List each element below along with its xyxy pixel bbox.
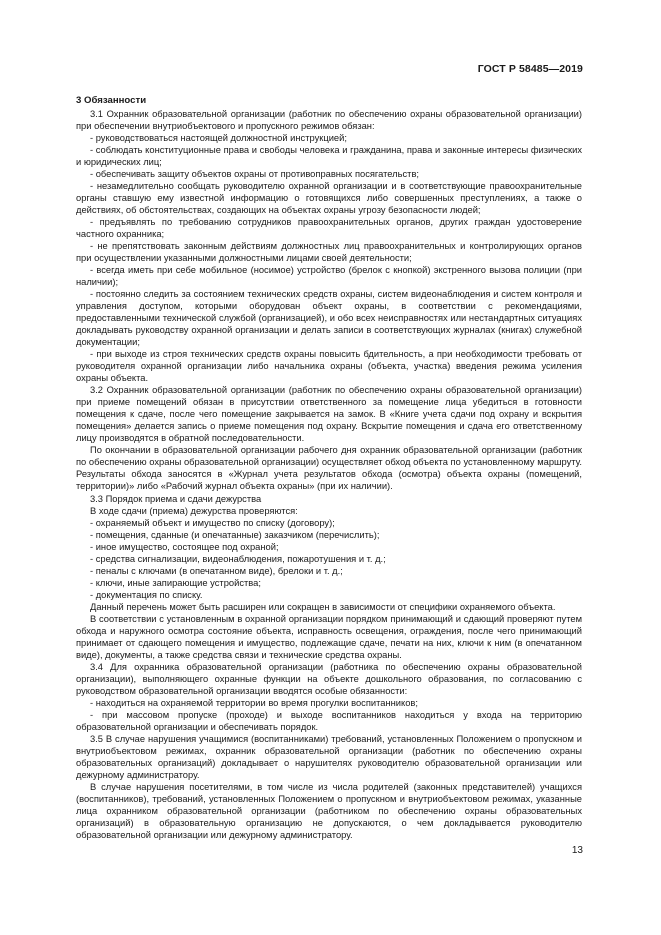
- paragraph: - документация по списку.: [90, 589, 203, 600]
- paragraph: - не препятствовать законным действиям должностных лиц правоохранительных и контролирующих органов при осуществлении указанными должностными лицами своей деятельности;: [76, 241, 582, 264]
- paragraph: 3.2 Охранник образовательной организации (работник по обеспечению охраны образовательной организации) при приеме помещений обязан в присутствии ответственного за помещение лица убедиться в готовности помещения к сдаче, после чего помещение закрывается на замок. В «Книге учета сдачи под охрану и вскрытия помещения» делается запись о приеме помещения под охрану. Вскрытие помещения и сдача его ответственному лицу производятся в обратной последовательности.: [76, 385, 582, 444]
- paragraph: В ходе сдачи (приема) дежурства проверяются:: [90, 505, 298, 516]
- paragraph: - иное имущество, состоящее под охраной;: [90, 541, 279, 552]
- paragraph: - предъявлять по требованию сотрудников правоохранительных органов, других граждан удостоверение частного охранника;: [76, 217, 582, 240]
- paragraph: - при выходе из строя технических средств охраны повысить бдительность, а при необходимости требовать от руководителя охранной организации либо начальника охраны (объекта, участка) введения режима усиления охраны объекта.: [76, 349, 582, 384]
- paragraph: - средства сигнализации, видеонаблюдения, пожаротушения и т. д.;: [90, 553, 386, 564]
- paragraph: - пеналы с ключами (в опечатанном виде), брелоки и т. д.;: [90, 565, 343, 576]
- document-body: [76, 94, 582, 841]
- page-number: 13: [571, 845, 583, 856]
- paragraph: В случае нарушения посетителями, в том числе из числа родителей (законных представителей) учащихся (воспитанников), требований, установленных Положением о пропускном и внутриобъектовом режимах, указанные лица охранником образовательной организации (работником по обеспечению охраны образовательных организаций) в образовательную организацию не допускаются, о чем докладывается руководителю образовательной организации или дежурному администратору.: [76, 781, 582, 840]
- paragraph: - руководствоваться настоящей должностной инструкцией;: [90, 133, 347, 144]
- paragraph: Данный перечень может быть расширен или сокращен в зависимости от специфики охраняемого объекта.: [90, 601, 556, 612]
- standard-header: ГОСТ Р 58485—2019: [477, 63, 583, 75]
- paragraph: - помещения, сданные (и опечатанные) заказчиком (перечислить);: [90, 529, 380, 540]
- paragraph: - постоянно следить за состоянием технических средств охраны, систем видеонаблюдения и систем контроля и управления доступом, которыми оборудован объект охраны, в соответствии с рекомендациями, предоставленными технической службой (организацией), и обо всех неисправностях или нестандартных ситуациях докладывать руководству охранной организации и делать записи в соответствующих журналах (книгах) служебной документации;: [76, 289, 582, 348]
- paragraph: 3.3 Порядок приема и сдачи дежурства: [90, 493, 262, 504]
- paragraph: - всегда иметь при себе мобильное (носимое) устройство (брелок с кнопкой) экстренного вызова полиции (при наличии);: [76, 265, 582, 288]
- paragraph: - ключи, иные запирающие устройства;: [90, 577, 261, 588]
- paragraph: - охраняемый объект и имущество по списку (договору);: [90, 517, 335, 528]
- paragraph: 3.5 В случае нарушения учащимися (воспитанниками) требований, установленных Положением о пропускном и внутриобъектовом режимах, охранник образовательной организации (работник по обеспечению охраны образовательных организаций) докладывает о нарушителях руководителю образовательной организации или дежурному администратору.: [76, 733, 582, 780]
- paragraph: По окончании в образовательной организации рабочего дня охранник образовательной организации (работник по обеспечению охраны образовательной организации) осуществляет обход объекта по установленному маршруту. Результаты обхода заносятся в «Журнал учета результатов обхода (осмотра) объекта охраны (помещений, территории)» либо «Рабочий журнал объекта охраны» (при их наличии).: [76, 445, 582, 492]
- paragraph: - незамедлительно сообщать руководителю охранной организации и в соответствующие правоохранительные органы ставшую ему известной информацию о готовящихся либо совершенных преступлениях, а также о действиях, об обстоятельствах, создающих на объектах охраны угрозу безопасности людей;: [76, 181, 582, 216]
- paragraph: - при массовом пропуске (проходе) и выходе воспитанников находиться у входа на территорию образовательной организации и обеспечивать порядок.: [76, 709, 582, 732]
- section-title: 3 Обязанности: [76, 95, 147, 106]
- paragraph: - находиться на охраняемой территории во время прогулки воспитанников;: [90, 697, 418, 708]
- paragraph-list: [76, 108, 582, 841]
- paragraph: - обеспечивать защиту объектов охраны от противоправных посягательств;: [90, 169, 420, 180]
- paragraph: - соблюдать конституционные права и свободы человека и гражданина, права и законные интересы физических и юридических лиц;: [76, 145, 582, 168]
- paragraph: В соответствии с установленным в охранной организации порядком принимающий и сдающий проверяют путем обхода и наружного осмотра состояние объекта, исправность освещения, ограждения, после чего принимающий принимает от сдающего помещения и имущество, подлежащие сдаче, печати на них, ключи к ним (в опечатанном виде), документы, а также средства связи и технические средства охраны.: [76, 613, 582, 660]
- paragraph: 3.1 Охранник образовательной организации (работник по обеспечению охраны образовательной организации) при обеспечении внутриобъектового и пропускного режимов обязан:: [76, 109, 582, 132]
- paragraph: 3.4 Для охранника образовательной организации (работника по обеспечению охраны образовательной организации), выполняющего охранные функции на объекте дошкольного образования, по согласованию с руководством образовательной организации вводятся особые обязанности:: [76, 661, 582, 696]
